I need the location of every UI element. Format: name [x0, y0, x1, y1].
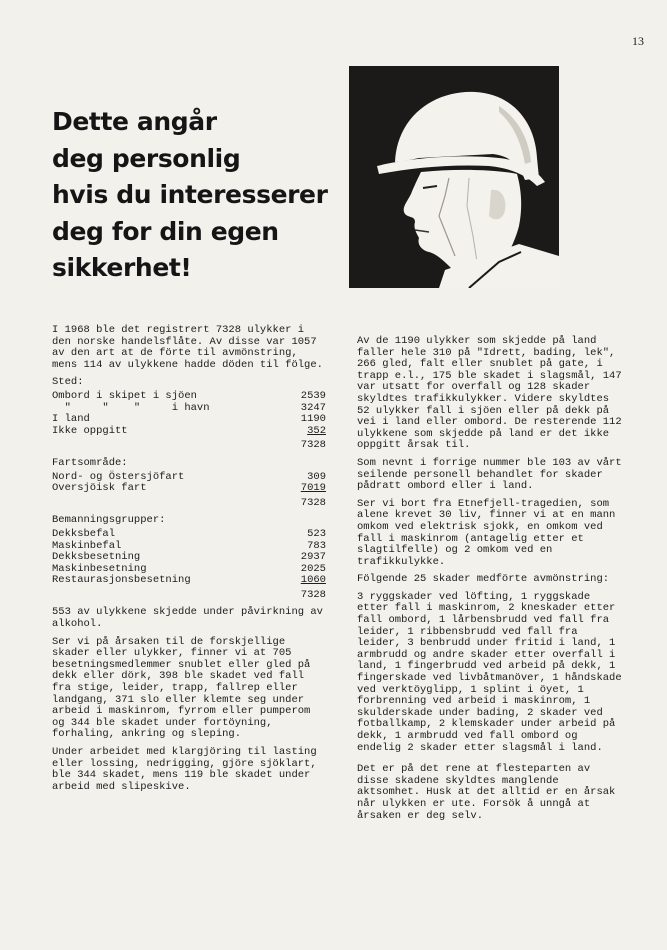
- row-label: Dekksbefal: [52, 527, 116, 540]
- alcohol-paragraph: 553 av ulykkene skjedde under påvirkning av alkohol.: [52, 606, 323, 631]
- table-row: [52, 552, 326, 564]
- row-value: 2937: [300, 551, 326, 564]
- sted-table: [52, 391, 326, 437]
- headline-line: sikkerhet!: [52, 253, 192, 282]
- row-value: 2539: [300, 389, 326, 402]
- row-label: " " " i havn: [52, 401, 210, 414]
- work-paragraph: Under arbeidet med klargjöring til lasting eller lossing, nedrigging, gjöre sjöklart, ble 344 skadet, mens 119 ble skadet under arbeid med slipeskive.: [52, 746, 317, 793]
- row-value: 1190: [300, 413, 326, 426]
- headline: [52, 104, 342, 287]
- row-label: Ombord i skipet i sjöen: [52, 389, 197, 402]
- causes-paragraph: Ser vi på årsaken til de forskjellige skader eller ulykker, finner vi at 705 besetningsmedlemmer snublet eller gled på dekk eller dörk, 398 ble skadet ved fall fra stige, leider, trapp, fallrep eller landgang, 371 slo eller klemte seg under arbeid i maskinrom, fyrrom eller pumperom og 344 ble skadet under fortöyning, forhaling, ankring og sleping.: [52, 635, 311, 741]
- row-value: 352: [307, 424, 326, 437]
- fart-total: 7328: [300, 496, 326, 509]
- section-label-sted: Sted:: [52, 376, 84, 389]
- table-row: [52, 403, 326, 415]
- page-number: 13: [632, 34, 644, 48]
- bemanning-table: [52, 529, 326, 587]
- table-row: [52, 575, 326, 587]
- sted-total: 7328: [300, 439, 326, 452]
- treated-paragraph: Som nevnt i forrige nummer ble 103 av vårt seilende personell behandlet for skader pådratt ombord eller i land.: [357, 456, 622, 493]
- headline-line: deg personlig: [52, 143, 241, 173]
- row-value: 2025: [300, 562, 326, 575]
- fatalities-paragraph: Ser vi bort fra Etnefjell-tragedien, som alene krevet 30 liv, finner vi at en mann omkom ved elektrisk sjokk, en omkom ved fall i maskinrom (antagelig etter et slagtilfelle) og 2 omkom ved en trafikkulykke.: [357, 497, 616, 568]
- table-row: [52, 426, 326, 438]
- row-value: 783: [307, 539, 326, 552]
- row-label: Maskinbefal: [52, 539, 122, 552]
- bemanning-total: 7328: [300, 588, 326, 601]
- section-label-bemanning: Bemanningsgrupper:: [52, 514, 166, 527]
- table-row: [52, 391, 326, 403]
- fart-table: [52, 472, 326, 495]
- row-label: Restaurasjonsbesetning: [52, 574, 191, 587]
- intro-paragraph: I 1968 ble det registrert 7328 ulykker i den norske handelsflåte. Av disse var 1057 av den art at de förte til avmönstring, mens 114 av ulykkene hadde döden til fölge.: [52, 324, 323, 371]
- left-column: [52, 325, 326, 799]
- row-value: 3247: [300, 401, 326, 414]
- injuries-list-paragraph: 3 ryggskader ved löfting, 1 ryggskade etter fall i maskinrom, 2 kneskader etter fall ombord, 1 lårbensbrudd ved fall fra leider, 1 ribbensbrudd ved fall fra leider, 3 benbrudd under fritid i land, 1 armbrudd og andre skader etter overfall i land, 1 fingerbrudd ved arbeid på dekk, 1 fingerskade ved livbåtmanöver, 1 håndskade ved verktöyglipp, 1 splint i öyet, 1 forbrenning ved arbeid i maskinrom, 1 skulderskade under bading, 2 skader ved fotballkamp, 2 klemskader under arbeid på dekk, 1 armbrudd ved fall ombord og endelig 2 skader etter slagsmål i land.: [357, 590, 622, 754]
- row-label: Maskinbesetning: [52, 562, 147, 575]
- row-value: 1060: [300, 574, 326, 587]
- headline-line: deg for din egen: [52, 216, 279, 246]
- injuries-intro-paragraph: Fölgende 25 skader medförte avmönstring:: [357, 573, 610, 586]
- row-label: Ikke oppgitt: [52, 424, 128, 437]
- table-row: [52, 414, 326, 426]
- row-label: Dekksbesetning: [52, 551, 141, 564]
- row-value: 309: [307, 470, 326, 483]
- table-row: [52, 529, 326, 541]
- section-label-fart: Fartsområde:: [52, 456, 128, 469]
- row-value: 523: [307, 527, 326, 540]
- conclusion-paragraph: Det er på det rene at flesteparten av disse skadene skyldtes manglende aktsomhet. Husk at det alltid er en årsak når ulykken er ute. Forsök å unngå at årsaken er deg selv.: [357, 763, 616, 822]
- headline-line: hvis du interesserer: [52, 180, 328, 209]
- row-label: Nord- og Östersjöfart: [52, 470, 185, 483]
- table-row: [52, 483, 326, 495]
- headline-line: Dette angår: [52, 107, 217, 136]
- land-accidents-paragraph: Av de 1190 ulykker som skjedde på land faller hele 310 på "Idrett, bading, lek", 266 gled, falt eller snublet på gate, i trapp e.l., 175 ble skadet i slagsmål, 147 var utsatt for overfall og 128 skader skyldtes trafikkulykker. Videre skyldtes 52 ulykker fall i sjöen eller på dekk på vei i land eller ombord. De resterende 112 ulykkene som skjedde på land er det ikke oppgitt årsak til.: [357, 335, 622, 452]
- right-column: [357, 336, 627, 828]
- row-label: Oversjöisk fart: [52, 482, 147, 495]
- row-value: 7019: [300, 482, 326, 495]
- row-label: I land: [52, 413, 90, 426]
- helmeted-man-profile-icon: [349, 66, 559, 288]
